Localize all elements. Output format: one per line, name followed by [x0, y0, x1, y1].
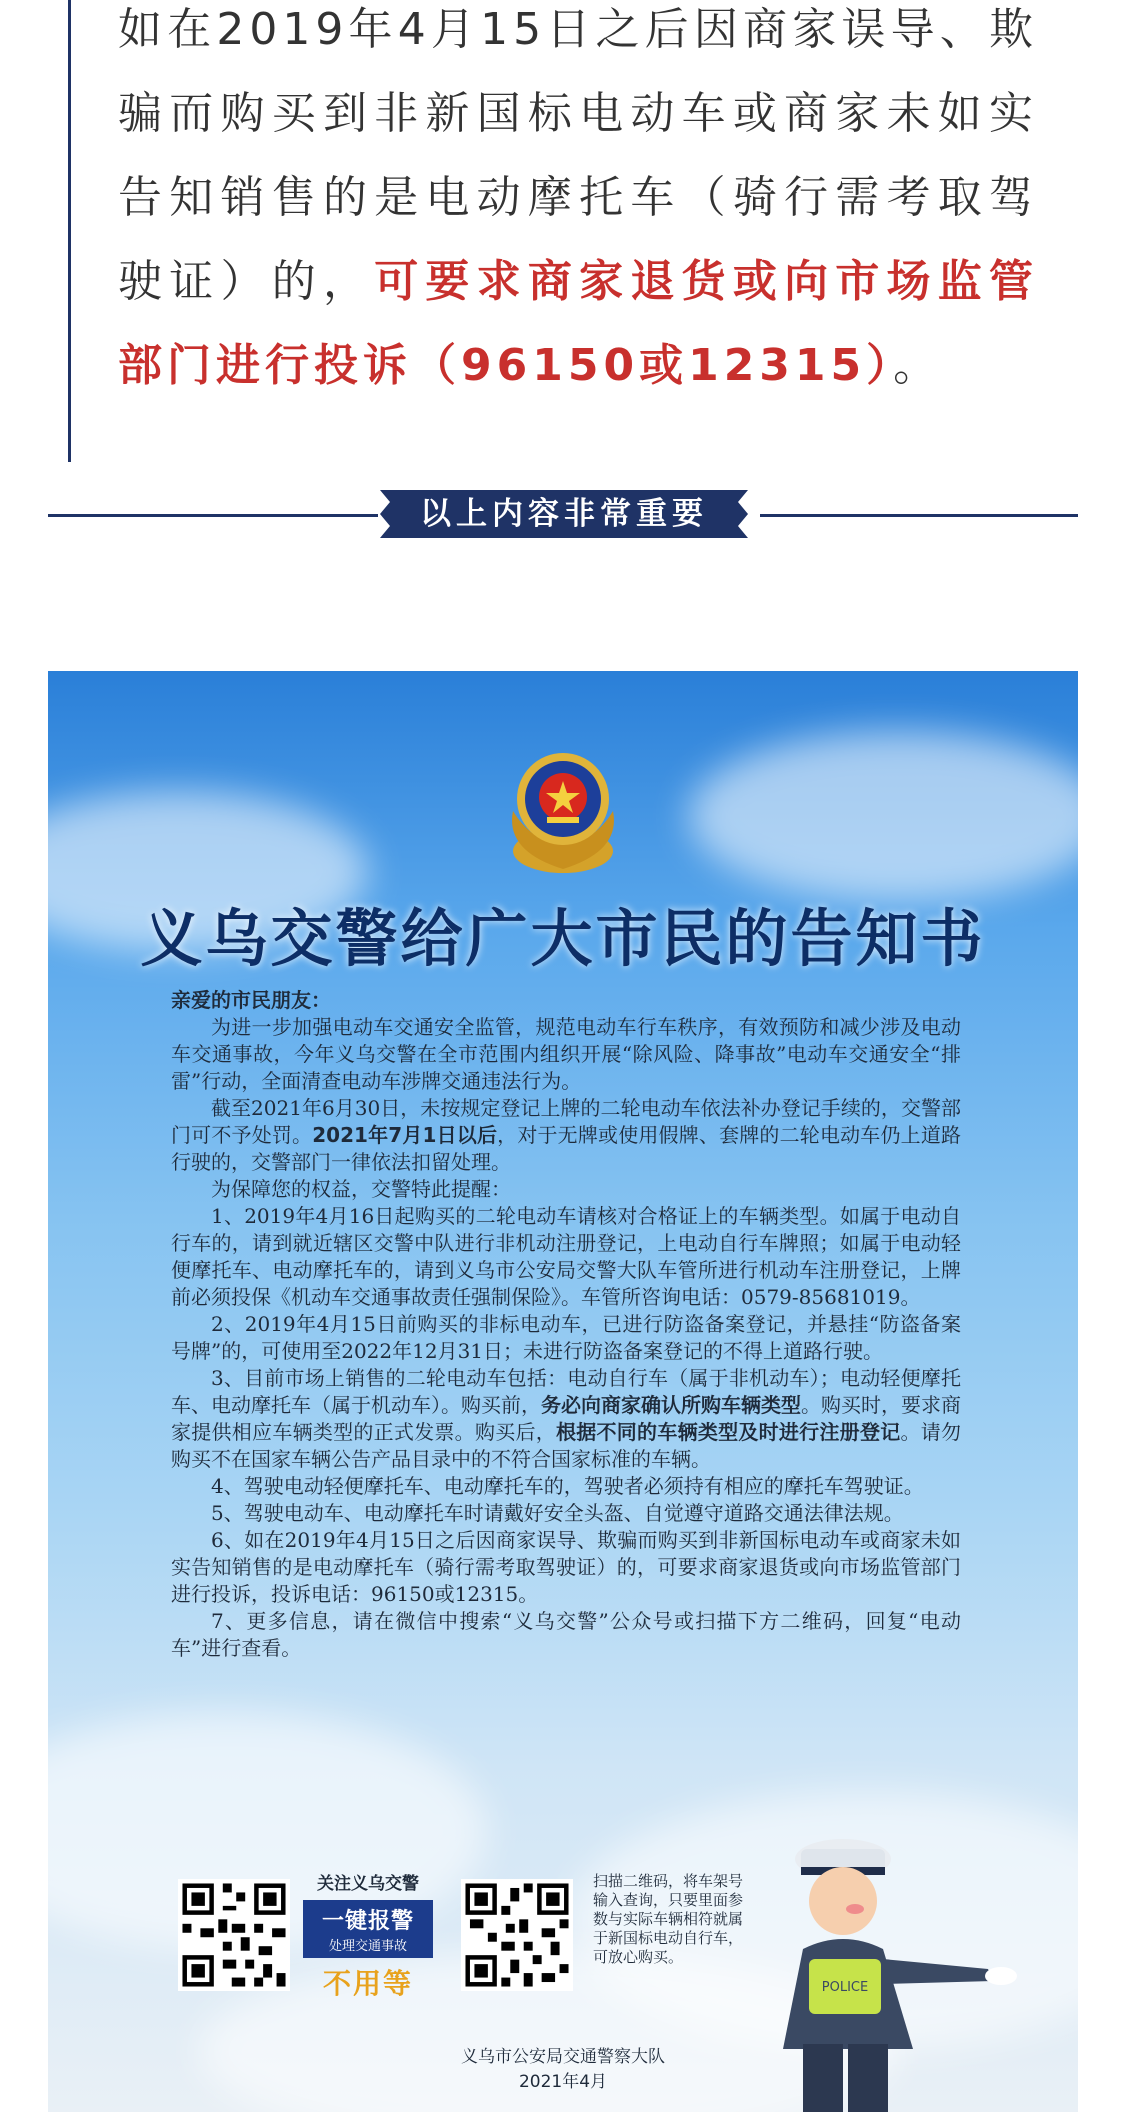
- paragraph-intro: 为进一步加强电动车交通安全监管，规范电动车行车秩序，有效预防和减少涉及电动车交通事故，今年义乌交警在全市范围内组织开展“除风险、降事故”电动车交通安全“排雷”行动，全面清查电动车涉牌交通违法行为。: [171, 1015, 961, 1093]
- salutation: 亲爱的市民朋友：: [171, 988, 331, 1012]
- banner-line-left: [48, 514, 378, 517]
- item3-text-c: 。请勿购买不在国家车辆公告产品目录中的不符合国家标准的车辆。: [171, 1420, 962, 1471]
- no-wait-label: 不用等: [322, 1967, 413, 2000]
- deadline-bold: 2021年7月1日以后: [312, 1123, 498, 1147]
- alarm-box: [303, 1900, 433, 1958]
- alarm-main: 一键报警: [321, 1909, 414, 1934]
- important-banner: [0, 490, 1125, 540]
- deadline-text-a: 截至2021年6月30日，未按规定登记上牌的二轮电动车依法补办登记手续的，交警部门可不予处罚。: [171, 1096, 961, 1147]
- qr-code-wechat-account[interactable]: [178, 1879, 290, 1991]
- scan-instructions: 扫描二维码，将车架号输入查询，只要里面参数与实际车辆相符就属于新国标电动自行车，可放心购买。: [593, 1872, 744, 1966]
- poster-body: [171, 987, 961, 1662]
- list-item-6: 6、如在2019年4月15日之后因商家误导、欺骗而购买到非新国标电动车或商家未如实告知销售的是电动摩托车（骑行需考取驾驶证）的，可要求商家退货或向市场监管部门进行投诉，投诉电话：96150或12315。: [171, 1528, 961, 1606]
- police-badge-text: POLICE: [821, 1980, 869, 1995]
- top-paragraph-plain: 如在2019年4月15日之后因商家误导、欺骗而购买到非新国标电动车或商家未如实告知销售的是电动摩托车（骑行需考取驾驶证）的，: [118, 4, 1038, 307]
- deadline-text-b: ，对于无牌或使用假牌、套牌的二轮电动车仍上道路行驶的，交警部门一律依法扣留处理。: [171, 1123, 962, 1174]
- paragraph-reminder: 为保障您的权益，交警特此提醒：: [211, 1177, 511, 1201]
- follow-label: 关注义乌交警: [317, 1874, 419, 1894]
- paragraph-deadline: [171, 1095, 961, 1176]
- item3-text-b: 。购买时，要求商家提供相应车辆类型的正式发票。购买后，: [171, 1393, 961, 1444]
- list-item-7: 7、更多信息，请在微信中搜索“义乌交警”公众号或扫描下方二维码，回复“电动车”进行查看。: [171, 1609, 961, 1660]
- poster-title: 义乌交警给广大市民的告知书: [140, 902, 986, 975]
- top-paragraph-end: 。: [893, 340, 943, 391]
- list-item-4: 4、驾驶电动轻便摩托车、电动摩托车的，驾驶者必须持有相应的摩托车驾驶证。: [211, 1474, 924, 1498]
- alarm-sub: 处理交通事故: [328, 1939, 407, 1954]
- top-paragraph-highlight: 可要求商家退货或向市场监管部门进行投诉（96150或12315）: [118, 256, 1039, 391]
- list-item-5: 5、驾驶电动车、电动摩托车时请戴好安全头盔、自觉遵守道路交通法律法规。: [211, 1501, 904, 1525]
- item3-text-a: 3、目前市场上销售的二轮电动车包括：电动自行车（属于非机动车）；电动轻便摩托车、电动摩托车（属于机动车）。购买前，: [171, 1366, 961, 1417]
- notice-poster: [48, 671, 1078, 2112]
- banner-line-right: [760, 514, 1078, 517]
- left-vertical-rule: [68, 0, 71, 462]
- top-paragraph: [118, 0, 1038, 408]
- follow-block: [303, 1869, 433, 2002]
- banner-pill: [366, 490, 762, 538]
- top-text-block: [0, 0, 1125, 470]
- issue-date: 2021年4月: [518, 2072, 608, 2092]
- list-item-2: 2、2019年4月15日前购买的非标电动车，已进行防盗备案登记，并悬挂“防盗备案号牌”的，可使用至2022年12月31日；未进行防盗备案登记的不得上道路行驶。: [171, 1312, 961, 1363]
- banner-label: 以上内容非常重要: [420, 496, 708, 532]
- issuer-block: [48, 2045, 1078, 2095]
- cloud-decor: [688, 731, 1078, 901]
- issuer-name: 义乌市公安局交通警察大队: [461, 2047, 665, 2067]
- list-item-3: [171, 1365, 961, 1473]
- qr-code-vehicle-lookup[interactable]: [461, 1879, 573, 1991]
- police-emblem-icon: [495, 741, 631, 877]
- item3-bold-2: 根据不同的车辆类型及时进行注册登记: [556, 1420, 901, 1444]
- item3-bold-1: 务必向商家确认所购车辆类型: [541, 1393, 801, 1417]
- list-item-1: 1、2019年4月16日起购买的二轮电动车请核对合格证上的车辆类型。如属于电动自行车的，请到就近辖区交警中队进行非机动注册登记，上电动自行车牌照；如属于电动轻便摩托车、电动摩托车的，请到义乌市公安局交警大队车管所进行机动车注册登记，上牌前必须投保《机动车交通事故责任强制保险》。车管所咨询电话：0579-85681019。: [171, 1204, 961, 1309]
